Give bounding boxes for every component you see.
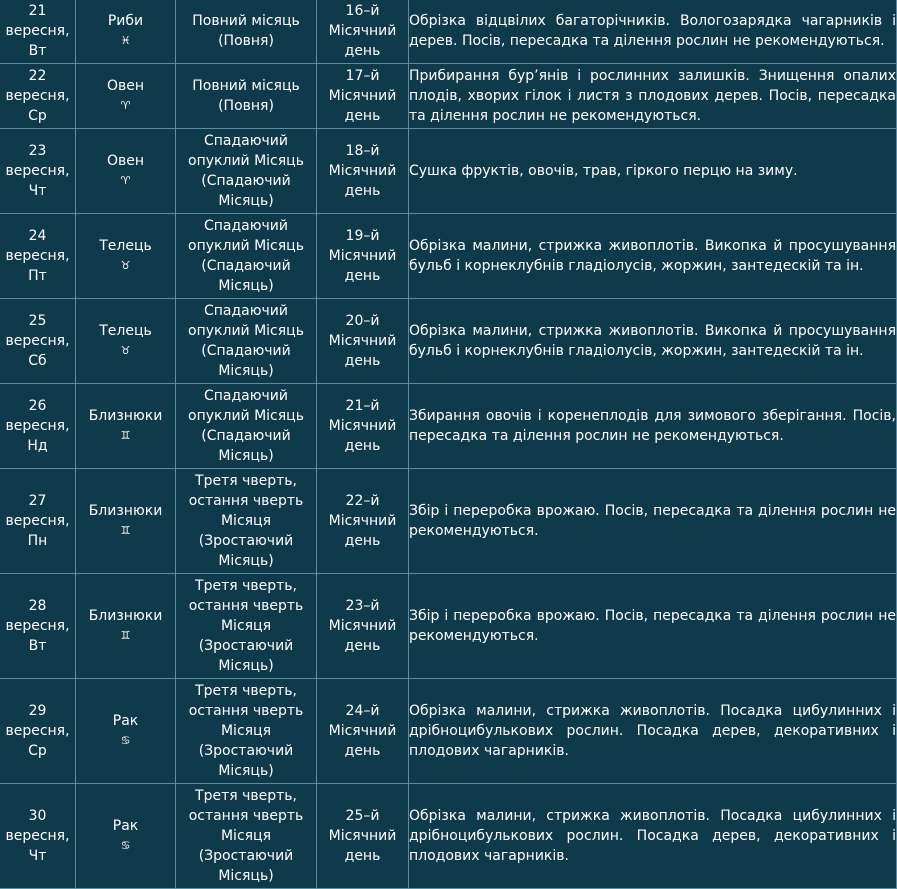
moon-phase-cell	[176, 299, 317, 384]
date-day: 29	[28, 703, 47, 719]
moon-phase-line: Спадаючий	[203, 388, 289, 404]
moon-phase-line: (Повня)	[218, 33, 274, 49]
recommendation-text: Обрізка відцвілих багаторічників. Вологозарядка чагарників і дерев. Посів, пересадка та ділення рослин не рекомендуються.	[409, 0, 897, 64]
lunar-day-label: день	[344, 438, 381, 454]
moon-phase-line: опуклий Місяць	[188, 153, 304, 169]
lunar-day-number: 25–й	[345, 808, 380, 824]
table-row	[0, 469, 897, 574]
moon-phase-line: Спадаючий	[203, 133, 289, 149]
recommendation-text: Збір і переробка врожаю. Посів, пересадка та ділення рослин не рекомендуються.	[409, 574, 897, 679]
date-day: 27	[28, 493, 47, 509]
moon-phase-line: Місяць)	[218, 658, 274, 674]
table-row	[0, 679, 897, 784]
zodiac-cell	[76, 784, 176, 889]
lunar-day-label: Місячний	[328, 333, 397, 349]
lunar-day-label: Місячний	[328, 513, 397, 529]
date-day: 28	[28, 598, 47, 614]
zodiac-sign-icon: ♓	[120, 34, 131, 47]
zodiac-sign-icon: ♋	[120, 734, 131, 747]
date-cell	[0, 679, 76, 784]
lunar-day-cell	[317, 384, 409, 469]
lunar-day-number: 23–й	[345, 598, 380, 614]
moon-phase-line: (Спадаючий	[201, 258, 291, 274]
moon-phase-cell	[176, 214, 317, 299]
lunar-day-number: 22–й	[345, 493, 380, 509]
date-weekday: Чт	[28, 848, 47, 864]
lunar-day-cell	[317, 469, 409, 574]
moon-phase-line: остання чверть	[188, 808, 304, 824]
lunar-day-number: 18–й	[345, 143, 380, 159]
lunar-day-label: день	[344, 353, 381, 369]
moon-phase-line: Третя чверть,	[195, 473, 297, 489]
moon-phase-cell	[176, 574, 317, 679]
zodiac-sign-icon: ♊	[120, 629, 131, 642]
moon-phase-line: Місяць)	[218, 868, 274, 884]
zodiac-name: Близнюки	[88, 503, 163, 519]
date-month: вересня,	[5, 163, 70, 179]
date-cell	[0, 469, 76, 574]
lunar-day-label: день	[344, 108, 381, 124]
zodiac-name: Овен	[106, 78, 145, 94]
table-row	[0, 574, 897, 679]
lunar-day-label: Місячний	[328, 163, 397, 179]
zodiac-sign-icon: ♊	[120, 429, 131, 442]
zodiac-cell	[76, 214, 176, 299]
recommendation-text: Сушка фруктів, овочів, трав, гіркого перцю на зиму.	[409, 129, 897, 214]
moon-phase-line: Місяць)	[218, 278, 274, 294]
date-weekday: Чт	[28, 183, 47, 199]
date-month: вересня,	[5, 418, 70, 434]
moon-phase-line: (Повня)	[218, 98, 274, 114]
moon-phase-cell	[176, 0, 317, 64]
date-month: вересня,	[5, 333, 70, 349]
moon-phase-line: Місяця	[220, 513, 272, 529]
date-day: 30	[28, 808, 47, 824]
zodiac-cell	[76, 0, 176, 64]
zodiac-name: Близнюки	[88, 408, 163, 424]
lunar-day-label: Місячний	[328, 248, 397, 264]
lunar-day-cell	[317, 214, 409, 299]
moon-phase-line: Повний місяць	[192, 78, 300, 94]
lunar-day-label: Місячний	[328, 23, 397, 39]
moon-phase-cell	[176, 129, 317, 214]
date-weekday: Пн	[27, 533, 48, 549]
moon-phase-line: Спадаючий	[203, 303, 289, 319]
recommendation-text: Обрізка малини, стрижка живоплотів. Викопка й просушування бульб і корнеклубнів гладіолусів, жоржин, зантедескій та ін.	[409, 214, 897, 299]
date-day: 26	[28, 398, 47, 414]
date-cell	[0, 214, 76, 299]
moon-phase-line: (Зростаючий	[198, 533, 294, 549]
date-day: 22	[28, 68, 47, 84]
moon-phase-line: Третя чверть,	[195, 578, 297, 594]
moon-phase-line: Місяць)	[218, 553, 274, 569]
moon-phase-line: (Спадаючий	[201, 173, 291, 189]
zodiac-sign-icon: ♈	[120, 174, 131, 187]
date-month: вересня,	[5, 248, 70, 264]
lunar-day-cell	[317, 64, 409, 129]
moon-phase-cell	[176, 784, 317, 889]
zodiac-cell	[76, 469, 176, 574]
date-month: вересня,	[5, 723, 70, 739]
recommendation-text: Прибирання бур’янів і рослинних залишків. Знищення опалих плодів, хворих гілок і листя з плодових дерев. Посів, пересадка та ділення рослин не рекомендуються.	[409, 64, 897, 129]
date-cell	[0, 384, 76, 469]
lunar-day-label: день	[344, 848, 381, 864]
lunar-day-number: 19–й	[345, 228, 380, 244]
moon-phase-line: остання чверть	[188, 493, 304, 509]
zodiac-cell	[76, 129, 176, 214]
moon-phase-line: Повний місяць	[192, 13, 300, 29]
lunar-day-cell	[317, 299, 409, 384]
zodiac-name: Телець	[99, 238, 152, 254]
zodiac-cell	[76, 574, 176, 679]
moon-phase-line: Місяць)	[218, 763, 274, 779]
moon-phase-line: (Зростаючий	[198, 743, 294, 759]
lunar-day-cell	[317, 129, 409, 214]
zodiac-cell	[76, 299, 176, 384]
zodiac-name: Овен	[106, 153, 145, 169]
lunar-day-label: день	[344, 268, 381, 284]
lunar-day-number: 21–й	[345, 398, 380, 414]
date-weekday: Ср	[28, 108, 47, 124]
lunar-day-label: Місячний	[328, 418, 397, 434]
moon-phase-line: Місяць)	[218, 363, 274, 379]
zodiac-name: Телець	[99, 323, 152, 339]
moon-phase-line: Місяця	[220, 828, 272, 844]
zodiac-sign-icon: ♉	[120, 259, 131, 272]
date-weekday: Нд	[27, 438, 48, 454]
moon-phase-line: Третя чверть,	[195, 788, 297, 804]
date-month: вересня,	[5, 23, 70, 39]
recommendation-text: Обрізка малини, стрижка живоплотів. Викопка й просушування бульб і корнеклубнів гладіолусів, жоржин, зантедескій та ін.	[409, 299, 897, 384]
lunar-day-cell	[317, 574, 409, 679]
date-month: вересня,	[5, 828, 70, 844]
moon-phase-cell	[176, 64, 317, 129]
table-row	[0, 384, 897, 469]
zodiac-name: Рак	[112, 713, 139, 729]
zodiac-name: Риби	[107, 13, 144, 29]
moon-phase-line: (Спадаючий	[201, 428, 291, 444]
lunar-day-label: день	[344, 43, 381, 59]
lunar-day-number: 20–й	[345, 313, 380, 329]
lunar-day-label: день	[344, 183, 381, 199]
date-cell	[0, 299, 76, 384]
lunar-day-label: день	[344, 638, 381, 654]
moon-phase-line: остання чверть	[188, 703, 304, 719]
date-month: вересня,	[5, 513, 70, 529]
moon-phase-line: опуклий Місяць	[188, 323, 304, 339]
lunar-day-cell	[317, 679, 409, 784]
zodiac-name: Близнюки	[88, 608, 163, 624]
table-row	[0, 64, 897, 129]
date-month: вересня,	[5, 618, 70, 634]
lunar-day-label: Місячний	[328, 88, 397, 104]
zodiac-sign-icon: ♊	[120, 524, 131, 537]
moon-phase-line: (Зростаючий	[198, 848, 294, 864]
moon-phase-line: Місяць)	[218, 448, 274, 464]
date-weekday: Вт	[28, 43, 47, 59]
table-row	[0, 784, 897, 889]
date-cell	[0, 784, 76, 889]
moon-phase-line: Третя чверть,	[195, 683, 297, 699]
lunar-day-number: 17–й	[345, 68, 380, 84]
recommendation-text: Збирання овочів і коренеплодів для зимового зберігання. Посів, пересадка та ділення рослин не рекомендуються.	[409, 384, 897, 469]
lunar-day-number: 24–й	[345, 703, 380, 719]
zodiac-sign-icon: ♉	[120, 344, 131, 357]
recommendation-text: Обрізка малини, стрижка живоплотів. Посадка цибулинних і дрібноцибулькових рослин. Посадка дерев, декоративних і плодових чагарників.	[409, 784, 897, 889]
table-row	[0, 129, 897, 214]
moon-phase-line: Місяць)	[218, 193, 274, 209]
zodiac-cell	[76, 384, 176, 469]
date-day: 25	[28, 313, 47, 329]
moon-phase-line: остання чверть	[188, 598, 304, 614]
lunar-day-number: 16–й	[345, 3, 380, 19]
zodiac-sign-icon: ♈	[120, 99, 131, 112]
lunar-day-cell	[317, 0, 409, 64]
zodiac-sign-icon: ♋	[120, 839, 131, 852]
date-month: вересня,	[5, 88, 70, 104]
moon-phase-cell	[176, 679, 317, 784]
zodiac-cell	[76, 679, 176, 784]
moon-phase-cell	[176, 384, 317, 469]
lunar-day-label: Місячний	[328, 828, 397, 844]
date-weekday: Сб	[28, 353, 47, 369]
table-row	[0, 214, 897, 299]
table-row	[0, 0, 897, 64]
lunar-day-label: Місячний	[328, 723, 397, 739]
moon-phase-line: (Зростаючий	[198, 638, 294, 654]
date-cell	[0, 129, 76, 214]
moon-phase-line: Місяця	[220, 723, 272, 739]
lunar-day-label: день	[344, 533, 381, 549]
date-cell	[0, 574, 76, 679]
date-day: 24	[28, 228, 47, 244]
lunar-day-cell	[317, 784, 409, 889]
recommendation-text: Обрізка малини, стрижка живоплотів. Посадка цибулинних і дрібноцибулькових рослин. Посадка дерев, декоративних і плодових чагарників.	[409, 679, 897, 784]
date-weekday: Вт	[28, 638, 47, 654]
lunar-day-label: Місячний	[328, 618, 397, 634]
date-weekday: Пт	[28, 268, 47, 284]
moon-phase-line: опуклий Місяць	[188, 238, 304, 254]
date-cell	[0, 0, 76, 64]
recommendation-text: Збір і переробка врожаю. Посів, пересадка та ділення рослин не рекомендуються.	[409, 469, 897, 574]
zodiac-name: Рак	[112, 818, 139, 834]
moon-phase-line: Спадаючий	[203, 218, 289, 234]
moon-phase-line: (Спадаючий	[201, 343, 291, 359]
date-day: 21	[28, 3, 47, 19]
date-day: 23	[28, 143, 47, 159]
lunar-day-label: день	[344, 743, 381, 759]
moon-phase-line: опуклий Місяць	[188, 408, 304, 424]
date-cell	[0, 64, 76, 129]
date-weekday: Ср	[28, 743, 47, 759]
moon-phase-cell	[176, 469, 317, 574]
table-row	[0, 299, 897, 384]
zodiac-cell	[76, 64, 176, 129]
moon-phase-line: Місяця	[220, 618, 272, 634]
